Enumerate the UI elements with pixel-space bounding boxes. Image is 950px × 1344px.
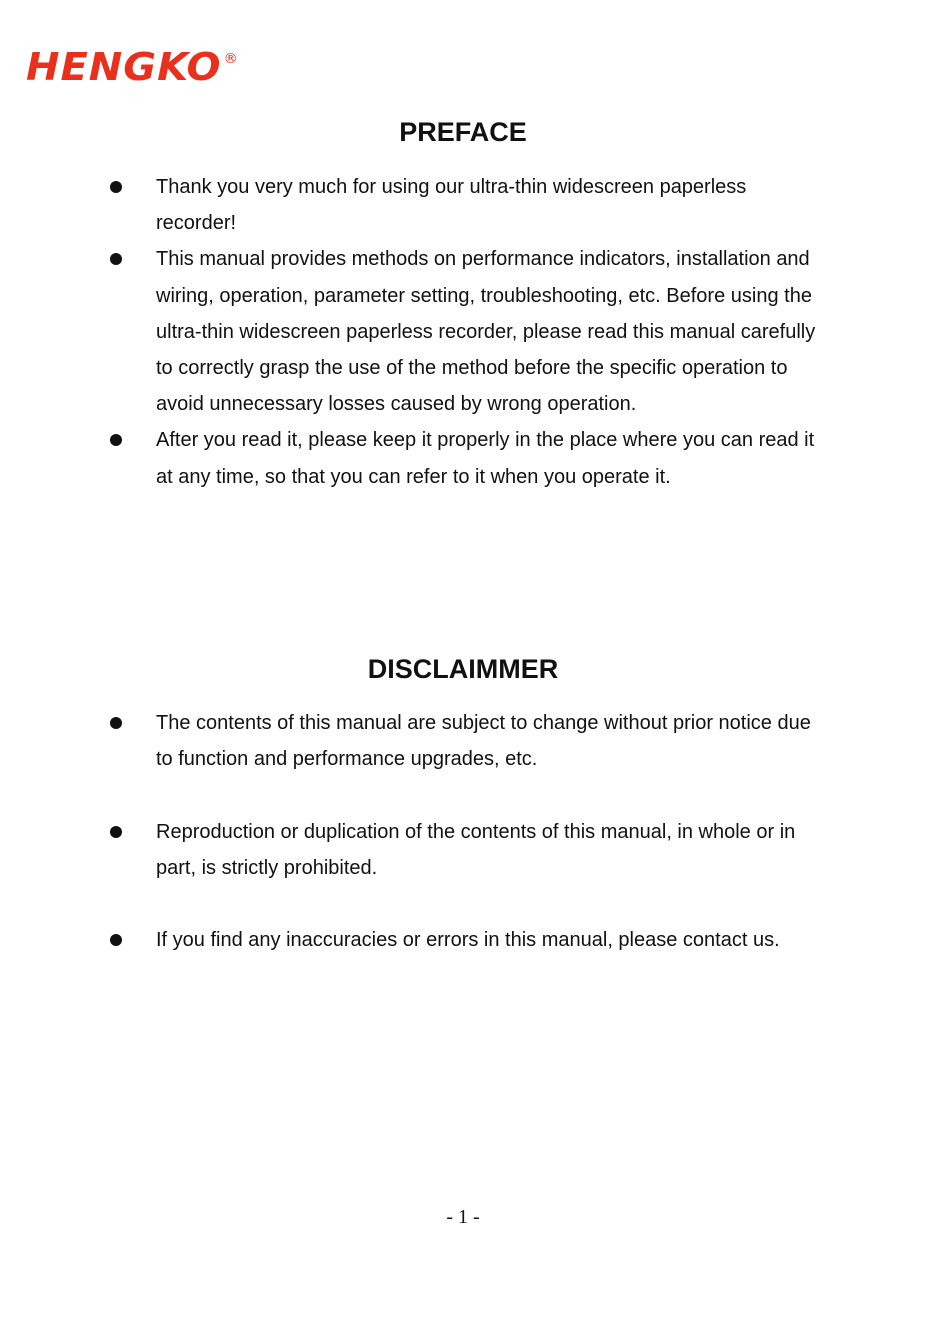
preface-item-3 (0, 422, 816, 494)
disclaimer-list-2 (0, 814, 950, 886)
disclaimer-item-text: Reproduction or duplication of the contents of this manual, in whole or in part, is strictly prohibited. (156, 821, 796, 880)
bullet-icon (110, 253, 122, 265)
bullet-icon (110, 826, 122, 838)
bullet-icon (110, 181, 122, 193)
registered-mark-icon: ® (223, 51, 238, 67)
disclaimer-list (0, 705, 950, 777)
bullet-icon (110, 434, 122, 446)
disclaimer-item-3 (0, 922, 816, 958)
hengko-logo (26, 46, 238, 96)
preface-title: PREFACE (399, 117, 527, 147)
disclaimer-title: DISCLAIMMER (367, 654, 559, 684)
disclaimer-item-2 (0, 814, 816, 886)
preface-item-2 (0, 241, 816, 422)
bullet-icon (110, 934, 122, 946)
page-number: - 1 - (446, 1206, 480, 1228)
bullet-icon (110, 717, 122, 729)
logo-wordmark: HENGKO (26, 46, 222, 90)
disclaimer-item-text: The contents of this manual are subject to change without prior notice due to function and performance upgrades, etc. (156, 712, 811, 771)
preface-item-text: This manual provides methods on performance indicators, installation and wiring, operation, parameter setting, troubleshooting, etc. Before using the ultra-thin widescreen paperless recorder, please read this manual carefully to correctly grasp the use of the method before the specific operation to avoid unnecessary losses caused by wrong operation. (156, 248, 816, 416)
preface-list (0, 169, 950, 495)
disclaimer-list-3 (0, 922, 950, 958)
disclaimer-item-1 (0, 705, 816, 777)
preface-item-text: Thank you very much for using our ultra-thin widescreen paperless recorder! (156, 176, 747, 235)
preface-item-text: After you read it, please keep it properly in the place where you can read it at any time, so that you can refer to it when you operate it. (156, 429, 815, 488)
preface-item-1 (0, 169, 816, 241)
disclaimer-item-text: If you find any inaccuracies or errors in this manual, please contact us. (156, 929, 780, 951)
